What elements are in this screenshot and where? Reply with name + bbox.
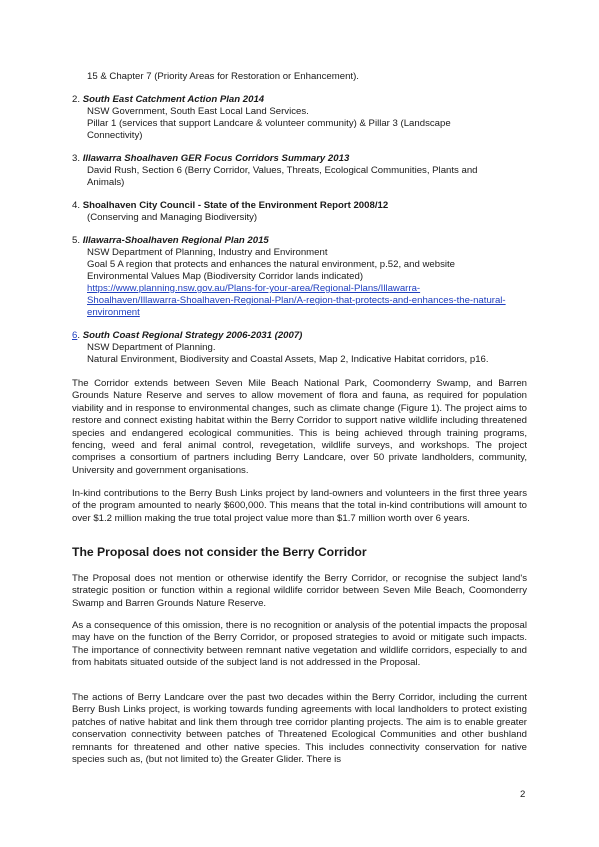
list-title: Illawarra-Shoalhaven Regional Plan 2015 [82,235,269,246]
list-number: 4. [72,200,81,211]
list-detail: (Conserving and Managing Biodiversity) [87,212,258,223]
list-item-4 [72,200,532,224]
list-item-heading [72,235,532,247]
list-number-suffix: . [77,330,81,341]
list-detail: Connectivity) [87,130,143,141]
list-number: 5. [72,235,81,246]
list-title: South East Catchment Action Plan 2014 [82,94,265,105]
list-detail: David Rush, Section 6 (Berry Corridor, Values, Threats, Ecological Communities, Plants and [87,165,478,176]
list-number: 3. [72,153,81,164]
paragraph-consequence: As a consequence of this omission, there is no recognition or analysis of the potential impacts the proposal may have on the function of the Berry Corridor, or proposed strategies to avoid or mitigate such impacts. The importance of connectivity between remnant native vegetation and wildlife corridors, especially to and from habitats situated outside of the subject land is not addressed in the Proposal. [72,620,527,669]
list-item-2 [72,94,532,142]
planning-url-link[interactable] [72,295,532,307]
list-detail: Animals) [87,177,125,188]
list-item-heading [72,153,532,165]
list-detail: Goal 5 A region that protects and enhances the natural environment, p.52, and website [87,259,456,270]
list-detail: Pillar 1 (services that support Landcare & volunteer community) & Pillar 3 (Landscape [87,118,451,129]
list-item-3 [72,153,532,189]
paragraph-proposal-omission: The Proposal does not mention or otherwise identify the Berry Corridor, or recognise the subject land's strategic position or function within a regional wildlife corridor between Seven Mile Beach, Coomonderry Swamp and Barren Grounds Nature Reserve. [72,573,527,609]
reference-list [72,71,532,366]
list-item-6 [72,330,532,366]
list-item-heading [72,94,532,106]
list-detail: NSW Department of Planning. [87,342,216,353]
paragraph-inkind-contributions: In-kind contributions to the Berry Bush Links project by land-owners and volunteers in the first three years of the program amounted to nearly $600,000. This means that the total in-kind contributions will amount to over $1.2 million making the true total project value more than $1.7 million worth over 6 years. [72,488,527,524]
list-continuation: 15 & Chapter 7 (Priority Areas for Restoration or Enhancement). [87,71,359,82]
list-detail: Natural Environment, Biodiversity and Coastal Assets, Map 2, Indicative Habitat corridors, p16. [87,354,489,365]
section-heading: The Proposal does not consider the Berry Corridor [72,545,367,559]
list-number: 2. [72,94,81,105]
page-number: 2 [520,789,526,800]
list-detail: NSW Department of Planning, Industry and Environment [87,247,328,258]
planning-url-link-line[interactable]: https://www.planning.nsw.gov.au/Plans-for-your-area/Regional-Plans/Illawarra- [87,283,421,294]
planning-url-link[interactable] [72,283,532,295]
list-number-link[interactable]: 6 [72,330,78,341]
paragraph-corridor-overview: The Corridor extends between Seven Mile Beach National Park, Coomonderry Swamp, and Barren Grounds Nature Reserve and serves to allow movement of flora and fauna, as required for population viability and in response to environmental changes, such as climate change (Figure 1). The project aims to restore and connect existing habitat within the Berry Corridor to support native wildlife including threatened species and endangered ecological communities. This is being achieved through training programs, fencing, weed and feral animal control, revegetation, wildlife surveys, and workshops. The project comprises a consortium of partners including Berry Landcare, over 50 private landholders, community, University and government organisations. [72,378,527,476]
list-detail: NSW Government, South East Local Land Services. [87,106,309,117]
planning-url-link-line[interactable]: environment [87,307,140,318]
list-title: Shoalhaven City Council - State of the Environment Report 2008/12 [82,200,389,211]
list-detail: Environmental Values Map (Biodiversity Corridor lands indicated) [87,271,364,282]
planning-url-link[interactable] [72,307,532,319]
planning-url-link-line[interactable]: Shoalhaven/Illawarra-Shoalhaven-Regional-Plan/A-region-that-protects-and-enhances-the-natural- [87,295,506,306]
list-item-heading [72,330,532,342]
paragraph-landcare-actions: The actions of Berry Landcare over the past two decades within the Berry Corridor, including the current Berry Bush Links project, is working towards funding agreements with local landholders to protect existing patches of native habitat and link them through tree corridor planting projects. The aim is to enable greater conservation connectivity between patches of Threatened Ecological Communities and other bushland remnants for threatened and other native species. This includes connectivity conservation for native species such as, (but not limited to) the Greater Glider. There is [72,692,527,766]
list-title: Illawarra Shoalhaven GER Focus Corridors Summary 2013 [82,153,350,164]
list-item-5 [72,235,532,319]
list-title: South Coast Regional Strategy 2006-2031 (2007) [82,330,303,341]
list-item-heading [72,200,532,212]
